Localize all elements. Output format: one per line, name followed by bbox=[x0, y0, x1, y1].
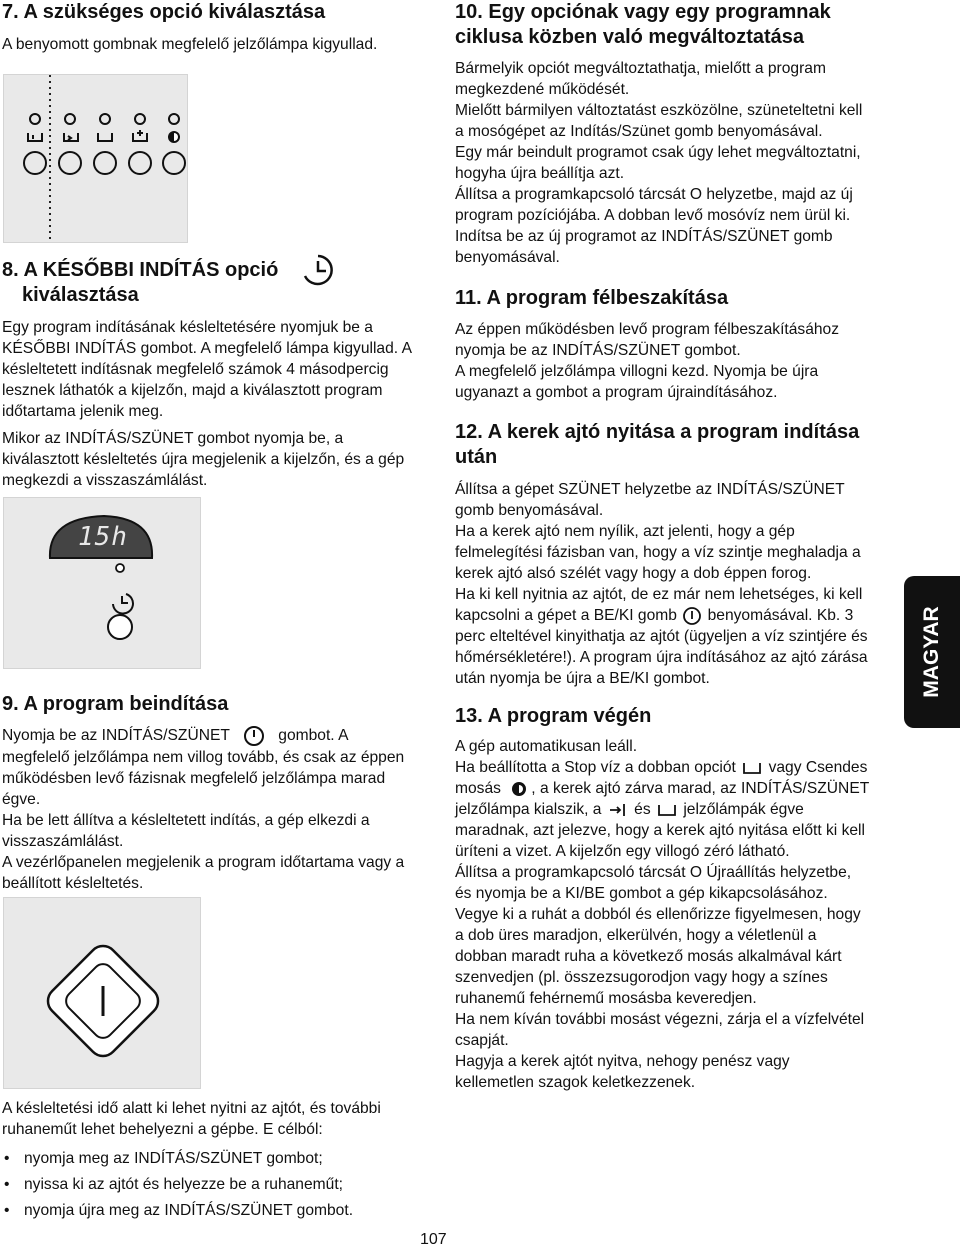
list-item: • nyissa ki az ajtót és helyezze be a ruhaneműt; bbox=[2, 1172, 412, 1198]
bottom-paragraph: A késleltetési idő alatt ki lehet nyitni az ajtót, és további ruhaneműt lehet behelyezni a gépbe. E célból: bbox=[2, 1100, 381, 1138]
option-buttons-illustration bbox=[4, 75, 187, 242]
right-column bbox=[455, 0, 870, 1093]
section-13-paragraph-3: Állítsa a programkapcsoló tárcsát O Újraállítás helyzetbe, és nyomja be a KI/BE gombot a gép kikapcsolásához. bbox=[455, 864, 852, 902]
section-13-paragraph-5: Ha nem kíván további mosást végezni, zárja el a vízfelvétel csapját. bbox=[455, 1011, 865, 1049]
start-button-illustration bbox=[4, 898, 200, 1088]
delay-start-icon bbox=[300, 252, 336, 288]
section-7 bbox=[2, 0, 412, 55]
section-8-paragraph-2: Mikor az INDÍTÁS/SZÜNET gombot nyomja be, a kiválasztott késleltetés újra megjelenik a kijelzőn, és a gép megkezdi a visszaszámlálást. bbox=[2, 430, 405, 489]
language-tab-label: MAGYAR bbox=[920, 606, 943, 698]
section-13-text-b: vagy Csendes mosás bbox=[455, 759, 868, 797]
section-9-text-b: gombot. A megfelelő jelzőlámpa nem villog tovább, és csak az éppen működésben levő fázisnak megfelelő jelzőlámpa marad égve. bbox=[2, 727, 405, 808]
section-12-paragraph-2: Ha a kerek ajtó nem nyílik, azt jelenti, hogy a gép felmelegítési fázisban van, hogy a víz szintje meghaladja a kerek ajtó alsó szélét vagy hogy a dob éppen forog. bbox=[455, 523, 861, 582]
section-8-title-line2: kiválasztása bbox=[22, 284, 139, 306]
section-7-text: A benyomott gombnak megfelelő jelzőlámpa kigyullad. bbox=[2, 36, 378, 53]
silent-wash-icon bbox=[505, 780, 531, 798]
section-13-text-d: és bbox=[634, 801, 651, 818]
list-item: • nyomja újra meg az INDÍTÁS/SZÜNET gombot. bbox=[2, 1198, 412, 1224]
language-tab bbox=[904, 576, 960, 728]
bottom-section bbox=[2, 1098, 412, 1224]
stop-water-icon bbox=[740, 760, 764, 776]
spin-indicator-icon bbox=[606, 802, 630, 818]
section-11-paragraph-1: Az éppen működésben levő program félbeszakításához nyomja be az INDÍTÁS/SZÜNET gombot. bbox=[455, 321, 840, 359]
section-13-title: 13. A program végén bbox=[455, 705, 652, 727]
section-7-title: 7. A szükséges opció kiválasztása bbox=[2, 1, 326, 23]
section-13-paragraph-1: A gép automatikusan leáll. bbox=[455, 738, 638, 755]
display-readout: 15h bbox=[78, 522, 128, 552]
section-13-paragraph-2 bbox=[455, 757, 870, 862]
section-13-paragraph-4: Vegye ki a ruhát a dobból és ellenőrizze figyelmesen, hogy a dob üres maradjon, elkerülvén, hogy a véletlenül a dobban maradt ruha a következő mosás alkalmával kárt szenvedjen (pl. összezsugorodjon vagy hogy a színes ruhanemű fehérnemű mosásba keveredjen. bbox=[455, 906, 861, 1007]
drain-indicator-icon bbox=[655, 802, 679, 818]
section-11-paragraph-2: A megfelelő jelzőlámpa villogni kezd. Nyomja be újra ugyanazt a gombot a program újraindításához. bbox=[455, 363, 819, 401]
section-9-title: 9. A program beindítása bbox=[2, 693, 229, 715]
section-13-paragraph-6: Hagyja a kerek ajtót nyitva, nehogy penész vagy kellemetlen szagok keletkezzenek. bbox=[455, 1053, 790, 1091]
section-11-title: 11. A program félbeszakítása bbox=[455, 287, 729, 309]
display-panel-figure bbox=[3, 497, 201, 669]
section-10-paragraph-4: Állítsa a programkapcsoló tárcsát O helyzetbe, majd az új program pozíciójába. A dobban levő mosóvíz nem ürül ki. Indítsa be az új programot az INDÍTÁS/SZÜNET gomb benyomásával. bbox=[455, 186, 853, 266]
on-off-icon bbox=[681, 606, 703, 626]
options-panel-figure bbox=[3, 74, 188, 243]
section-8-paragraph-1: Egy program indításának késleltetésére nyomjuk be a KÉSŐBBI INDÍTÁS gombot. A megfelelő lámpa kigyullad. A késleltetett indításnak megfelelő számok 4 másodpercig lesznek láthatók a kijelzőn, majd a kiválasztott program időtartama jelenik meg. bbox=[2, 319, 412, 420]
section-12-paragraph-3 bbox=[455, 584, 870, 689]
section-9-paragraph-3: A vezérlőpanelen megjelenik a program időtartama vagy a beállított késleltetés. bbox=[2, 854, 405, 892]
section-10-paragraph-1: Bármelyik opciót megváltoztathatja, mielőtt a program megkezdené működését. bbox=[455, 60, 826, 98]
section-13-text-c: , a kerek ajtó zárva marad, az INDÍTÁS/SZÜNET jelzőlámpa kialszik, a bbox=[455, 780, 869, 818]
section-13-text-e: jelzőlámpák égve maradnak, azt jelezve, hogy a kerek ajtó nyitása előtt ki kell üríteni a vizet. A kijelzőn egy villogó zéró látható. bbox=[455, 801, 865, 860]
section-12-text-a: Ha ki kell nyitnia az ajtót, de ez már nem lehetséges, ki kell kapcsolni a gépet a BE/KI gomb bbox=[455, 586, 863, 624]
bullet-list bbox=[2, 1146, 412, 1224]
section-13-text-a: Ha beállította a Stop víz a dobban opciót bbox=[455, 759, 736, 776]
section-9-paragraph-1 bbox=[2, 725, 412, 810]
start-button-figure bbox=[3, 897, 201, 1089]
section-8-title-line1: 8. A KÉSŐBBI INDÍTÁS opció bbox=[2, 259, 279, 281]
section-12-paragraph-1: Állítsa a gépet SZÜNET helyzetbe az INDÍTÁS/SZÜNET gomb benyomásával. bbox=[455, 481, 845, 519]
section-12-text-b: benyomásával. Kb. 3 perc elteltével kinyithatja az ajtót (ügyeljen a víz szintjére és hőmérsékletére!). A program újra indításához az ajtó zárása után nyomja be újra a BE/KI gombot. bbox=[455, 607, 868, 687]
section-9 bbox=[2, 692, 412, 894]
section-9-paragraph-2: Ha be lett állítva a késleltetett indítás, a gép elkezdi a visszaszámlálást. bbox=[2, 812, 370, 850]
start-pause-icon bbox=[234, 725, 274, 747]
section-10-paragraph-3: Egy már beindult programot csak úgy lehet megváltoztatni, hogyha újra beállítja azt. bbox=[455, 144, 861, 182]
section-10-title: 10. Egy opciónak vagy egy programnak ciklusa közben való megváltoztatása bbox=[455, 1, 831, 48]
section-9-text-a: Nyomja be az INDÍTÁS/SZÜNET bbox=[2, 727, 230, 745]
section-12-title: 12. A kerek ajtó nyitása a program indítása után bbox=[455, 421, 860, 468]
page-number: 107 bbox=[420, 1231, 447, 1248]
section-10-paragraph-2: Mielőtt bármilyen változtatást eszközölne, szüneteltetni kell a mosógépet az Indítás/Szünet gomb benyomásával. bbox=[455, 102, 863, 140]
list-item: • nyomja meg az INDÍTÁS/SZÜNET gombot; bbox=[2, 1146, 412, 1172]
section-8 bbox=[2, 258, 412, 491]
